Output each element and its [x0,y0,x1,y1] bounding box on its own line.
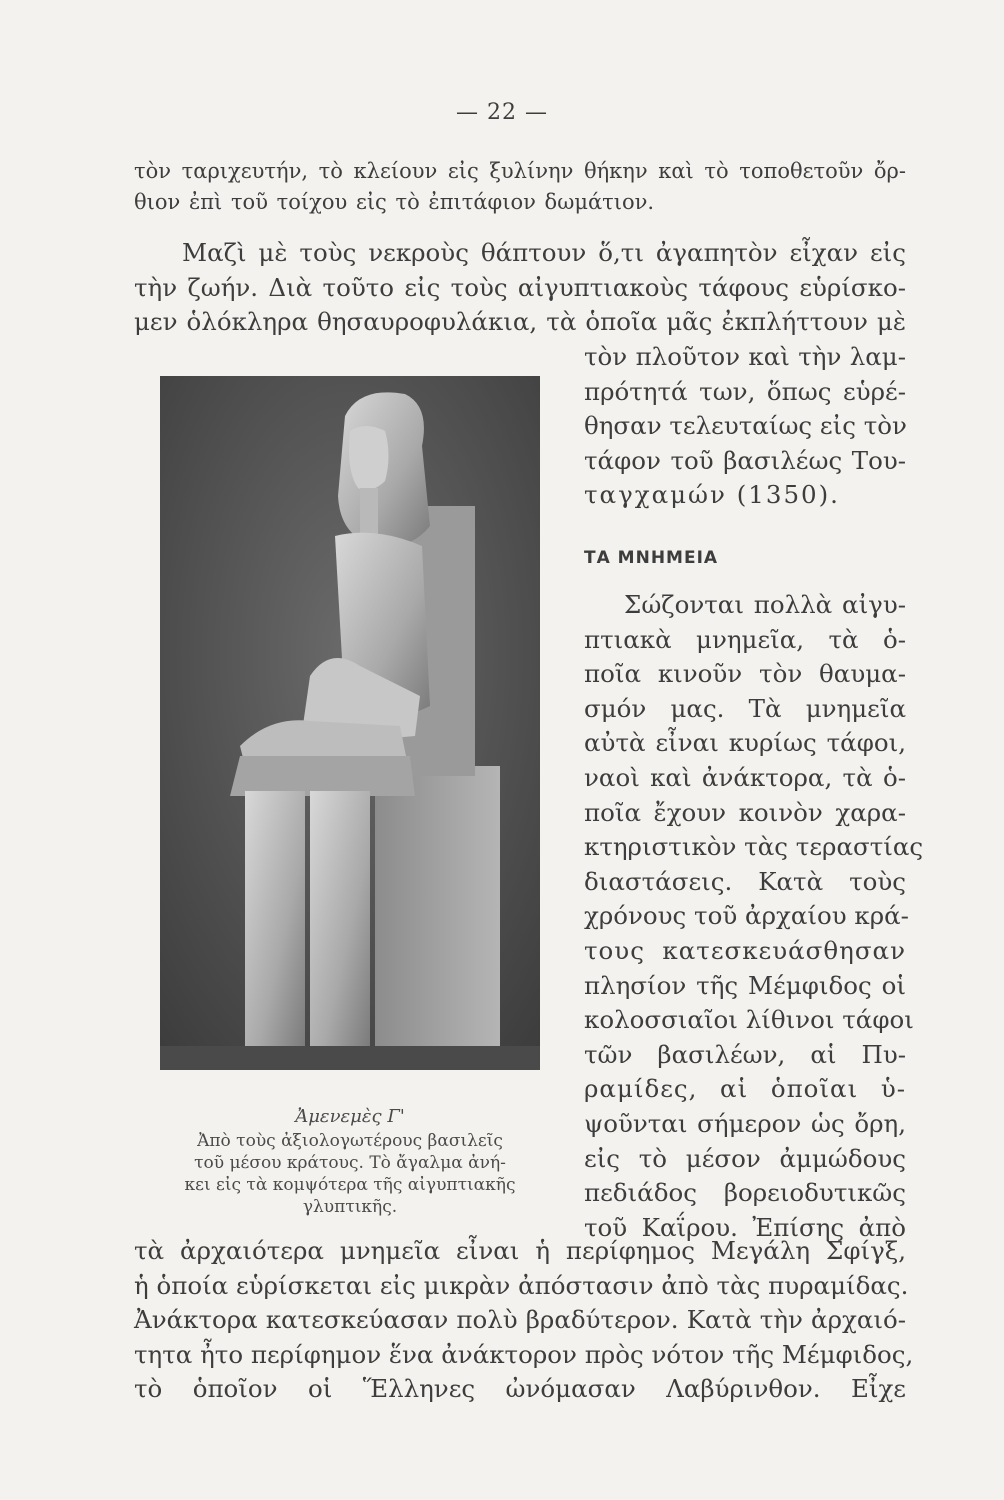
text-line: Μαζὶ μὲ τοὺς νεκροὺς θάπτουν ὅ,τι ἀγαπητὸν εἶχαν εἰς [182,238,906,267]
text-line: ἡ ὁποία εὑρίσκεται εἰς μικρὰν ἀπόστασιν ἀπὸ τὰς πυραμίδας. [134,1270,909,1300]
text-line: πεδιάδος βορειοδυτικῶς [584,1178,906,1208]
text-line: τους κατεσκευάσθησαν [584,935,906,965]
caption-line: τοῦ μέσου κράτους. Τὸ ἄγαλμα ἀνή- [194,1153,506,1173]
text-line: χρόνους τοῦ ἀρχαίου κρά- [584,901,909,931]
text-line: θησαν τελευταίως εἰς τὸν [584,411,907,441]
text-line: τὸν πλοῦτον καὶ τὴν λαμ- [584,342,906,371]
text-line: πτιακὰ μνημεῖα, τὰ ὁ- [584,624,906,654]
text-line: πλησίον τῆς Μέμφιδος οἱ [584,970,906,1000]
text-line: ταγχαμών (1350). [584,480,840,510]
text-line: θιον ἐπὶ τοῦ τοίχου εἰς τὸ ἐπιτάφιον δωμάτιον. [134,190,655,214]
seated-statue-image [160,376,540,1070]
text-line: αὐτὰ εἶναι κυρίως τάφοι, [584,728,906,758]
text-line: τητα ἦτο περίφημον ἕνα ἀνάκτορον πρὸς νότον τῆς Μέμφιδος, [134,1339,914,1369]
text-line: ψοῦνται σήμερον ὡς ὄρη, [584,1108,906,1138]
text-line: τὰ ἀρχαιότερα μνημεῖα εἶναι ἡ περίφημος Μεγάλη Σφίγξ, [134,1236,906,1265]
text-line: τὸν ταριχευτήν, τὸ κλείουν εἰς ξυλίνην θήκην καὶ τὸ τοποθετοῦν ὄρ- [134,159,906,183]
text-line: τοῦ Καΐρου. Ἐπίσης ἀπὸ [584,1212,906,1242]
text-line: τῶν βασιλέων, αἱ Πυ- [584,1039,906,1069]
right-column-burial [584,340,906,513]
statue-figure [160,376,540,1218]
text-line: διαστάσεις. Κατὰ τοὺς [584,866,906,896]
page-number: — 22 — [456,100,548,125]
sphinx-paragraph [134,1234,914,1407]
text-line: εἰς τὸ μέσον ἀμμώδους [584,1143,906,1173]
text-line: ραμίδες, αἱ ὁποῖαι ὑ- [584,1074,906,1104]
text-line: σμόν μας. Τὰ μνημεῖα [584,693,906,723]
monuments-paragraph [584,588,924,1245]
text-line: μεν ὁλόκληρα θησαυροφυλάκια, τὰ ὁποῖα μᾶς ἐκπλήττουν μὲ [134,307,906,336]
section-heading: ΤΑ ΜΝΗΜΕΙΑ [584,548,719,568]
text-line: ναοὶ καὶ ἀνάκτορα, τὰ ὁ- [584,762,906,792]
intro-paragraph [134,156,906,340]
text-line: τάφον τοῦ βασιλέως Του- [584,445,906,475]
text-line: Ἀνάκτορα κατεσκεύασαν πολὺ βραδύτερον. Κατὰ τὴν ἀρχαιό- [134,1305,906,1335]
caption-line: κει εἰς τὰ κομψότερα τῆς αἰγυπτιακῆς [184,1175,516,1195]
caption-line: Ἀπὸ τοὺς ἀξιολογωτέρους βασιλεῖς [197,1131,503,1151]
text-line: ποῖα κινοῦν τὸν θαυμα- [584,659,906,689]
statue-photo [160,376,540,1070]
caption-title: Ἀμενεμὲς Γ' [295,1106,405,1127]
figure-caption [160,1106,540,1218]
text-line: κολοσσιαῖοι λίθινοι τάφοι [584,1005,914,1035]
text-line: τὸ ὁποῖον οἱ Ἕλληνες ὠνόμασαν Λαβύρινθον. Εἶχε [134,1374,906,1404]
text-line: Σώζονται πολλὰ αἰγυ- [624,590,906,619]
intro-text [134,156,906,218]
burial-paragraph [134,236,906,340]
text-line: ποῖα ἔχουν κοινὸν χαρα- [584,797,906,827]
text-line: κτηριστικὸν τὰς τεραστίας [584,832,924,862]
text-line: τὴν ζωήν. Διὰ τοῦτο εἰς τοὺς αἰγυπτιακοὺς τάφους εὑρίσκο- [134,272,906,302]
text-line: πρότητά των, ὅπως εὑρέ- [584,376,906,406]
caption-line: γλυπτικῆς. [302,1197,398,1217]
